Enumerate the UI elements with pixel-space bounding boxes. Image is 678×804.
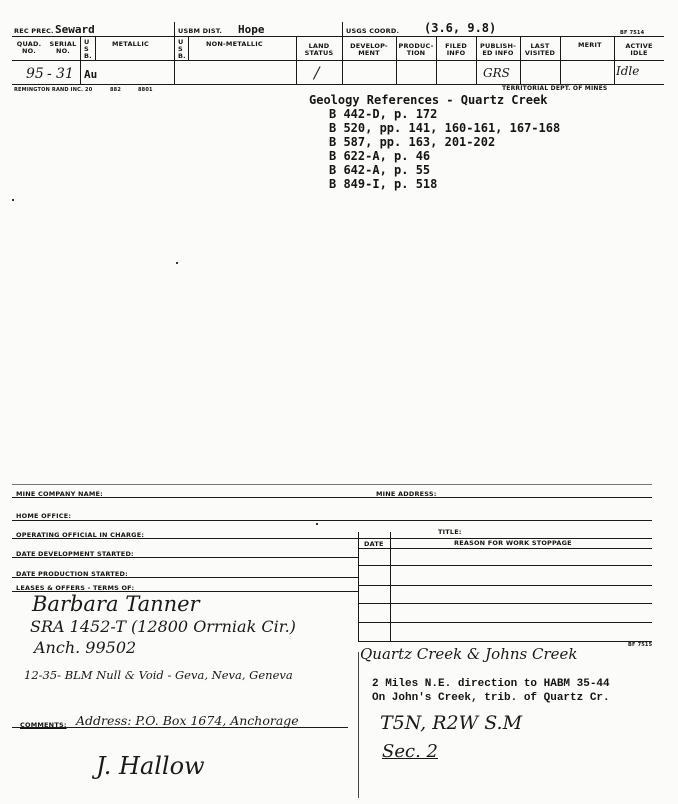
printer-imprint: REMINGTON RAND INC. 20 bbox=[14, 87, 93, 93]
mine-company-line bbox=[12, 497, 652, 498]
geology-title: Geology References - Quartz Creek bbox=[309, 93, 548, 107]
geology-ref: B 520, pp. 141, 160-161, 167-168 bbox=[329, 121, 561, 135]
col-last-visited: LAST VISITED bbox=[524, 42, 556, 57]
comments-label: COMMENTS: bbox=[20, 721, 67, 729]
col-active-idle: ACTIVE IDLE bbox=[625, 42, 653, 57]
date-label: DATE bbox=[364, 540, 384, 548]
col-land-status: LAND STATUS bbox=[304, 42, 334, 57]
metallic-code: Au bbox=[84, 68, 98, 81]
usbm-dist-value: Hope bbox=[238, 23, 265, 36]
col-nonmetallic: NON-METALLIC bbox=[206, 40, 263, 48]
section-number: Sec. 2 bbox=[382, 741, 438, 762]
location-title: Quartz Creek & Johns Creek bbox=[360, 645, 578, 663]
divider bbox=[80, 37, 81, 84]
township-range: T5N, R2W S.M bbox=[380, 712, 523, 734]
scan-speck bbox=[12, 199, 14, 201]
printer-code-2: 8801 bbox=[138, 87, 153, 93]
divider bbox=[560, 37, 561, 84]
scan-speck bbox=[176, 262, 178, 264]
col-published-info: PUBLISH- ED INFO bbox=[480, 42, 516, 57]
col-metallic: METALLIC bbox=[112, 40, 149, 48]
scan-speck bbox=[316, 523, 318, 525]
rec-prec-value: Seward bbox=[55, 23, 95, 36]
col-development: DEVELOP- MENT bbox=[350, 42, 388, 57]
home-office-line bbox=[12, 520, 652, 521]
col-merit: MERIT bbox=[578, 41, 602, 49]
lessee-name: Barbara Tanner bbox=[32, 592, 200, 616]
reason-label: REASON FOR WORK STOPPAGE bbox=[454, 539, 572, 547]
col-serial-no: SERIAL NO. bbox=[49, 40, 77, 55]
geology-ref: B 587, pp. 163, 201-202 bbox=[329, 135, 496, 149]
usgs-coord-label: USGS COORD. bbox=[346, 27, 400, 35]
home-office-label: HOME OFFICE: bbox=[16, 512, 72, 520]
col-production: PRODUC- TION bbox=[398, 42, 434, 57]
divider bbox=[174, 22, 175, 84]
divider bbox=[188, 37, 189, 60]
location-line-2: On John's Creek, trib. of Quartz Cr. bbox=[372, 692, 610, 704]
active-idle-value: Idle bbox=[616, 64, 640, 78]
stoppage-left-border bbox=[358, 532, 359, 642]
column-header-bottom-line bbox=[12, 60, 664, 61]
header-bottom-line bbox=[12, 36, 664, 37]
serial-number: 31 bbox=[56, 66, 74, 82]
location-line-1: 2 Miles N.E. direction to HABM 35-44 bbox=[372, 678, 610, 690]
geology-ref: B 442-D, p. 172 bbox=[329, 107, 438, 121]
prod-started-label: DATE PRODUCTION STARTED: bbox=[16, 570, 128, 578]
mine-company-label: MINE COMPANY NAME: bbox=[16, 490, 103, 498]
col-metallic-usb: U S B. bbox=[84, 38, 92, 60]
location-divider bbox=[358, 652, 359, 798]
col-quad-no: QUAD. NO. bbox=[16, 40, 42, 55]
form-number-2: BF 7515 bbox=[628, 642, 653, 648]
usgs-coord-value: (3.6, 9.8) bbox=[424, 21, 497, 35]
mine-address-label: MINE ADDRESS: bbox=[376, 490, 437, 498]
territorial-department: TERRITORIAL DEPT. OF MINES bbox=[502, 85, 608, 92]
divider bbox=[95, 37, 96, 60]
form-number: BF 7514 bbox=[620, 30, 645, 36]
lease-status-note: 12-35- BLM Null & Void - Geva, Neva, Geneva bbox=[24, 668, 293, 682]
col-nonmetallic-usb: U S B. bbox=[178, 38, 186, 60]
title-label: TITLE: bbox=[438, 528, 462, 536]
comments-value: Address: P.O. Box 1674, Anchorage bbox=[76, 713, 299, 728]
dash-mark: - bbox=[47, 66, 52, 82]
operating-official-label: OPERATING OFFICIAL IN CHARGE: bbox=[16, 531, 145, 539]
usbm-dist-label: USBM DIST. bbox=[178, 27, 223, 35]
printer-code-1: 882 bbox=[110, 87, 122, 93]
stoppage-row bbox=[358, 622, 652, 623]
rec-prec-label: REC PREC. bbox=[14, 27, 54, 35]
signature: J. Hallow bbox=[96, 752, 205, 780]
land-status-mark: / bbox=[314, 63, 320, 82]
lease-number: SRA 1452-T (12800 Orrniak Cir.) bbox=[30, 617, 296, 636]
published-info-value: GRS bbox=[483, 66, 510, 80]
dev-started-label: DATE DEVELOPMENT STARTED: bbox=[16, 550, 134, 558]
card-fold-line bbox=[12, 484, 652, 485]
geology-ref: B 622-A, p. 46 bbox=[329, 149, 431, 163]
stoppage-date-divider bbox=[390, 532, 391, 642]
geology-ref: B 642-A, p. 55 bbox=[329, 163, 431, 177]
stoppage-header-line bbox=[358, 548, 652, 549]
stoppage-row bbox=[358, 603, 652, 604]
stoppage-row bbox=[358, 641, 652, 642]
leases-label: LEASES & OFFERS - TERMS OF: bbox=[16, 584, 135, 592]
stoppage-row bbox=[358, 585, 652, 586]
stoppage-row bbox=[358, 565, 652, 566]
geology-ref: B 849-I, p. 518 bbox=[329, 177, 438, 191]
lease-city: Anch. 99502 bbox=[34, 638, 137, 657]
col-filed-info: FILED INFO bbox=[445, 42, 467, 57]
quad-number: 95 bbox=[26, 66, 44, 82]
